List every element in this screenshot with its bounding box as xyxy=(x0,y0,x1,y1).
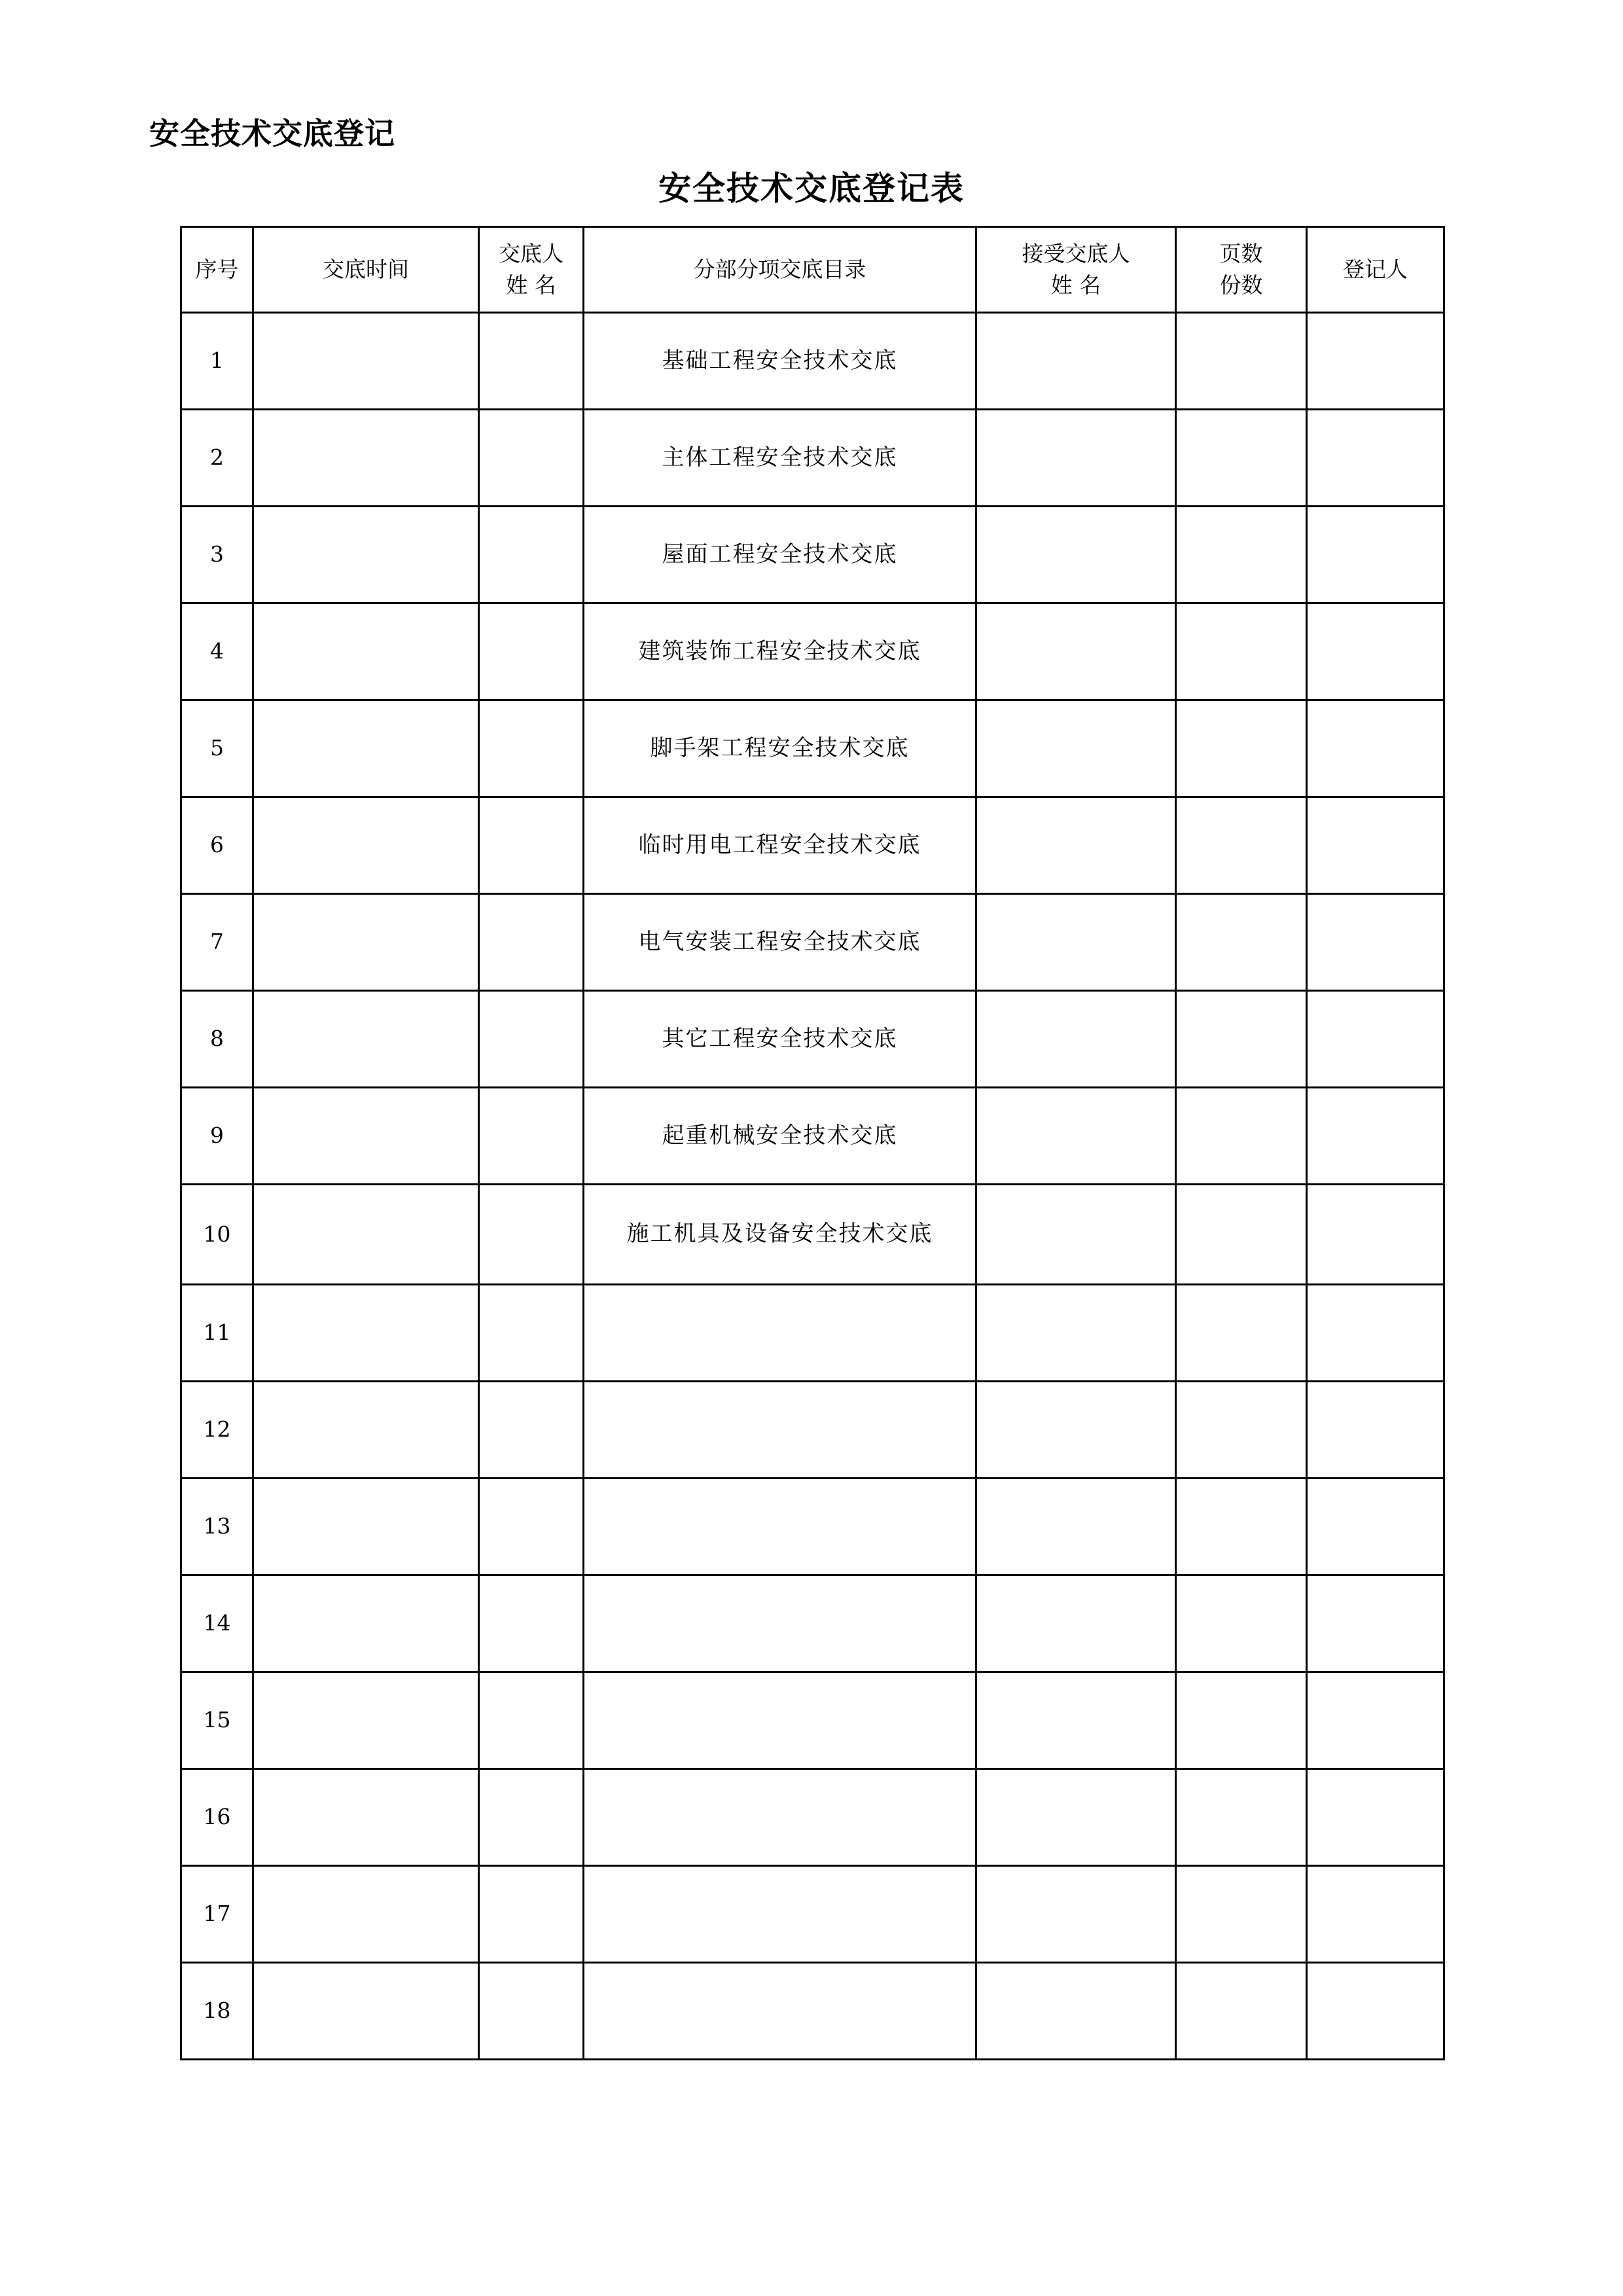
cell-no: 15 xyxy=(181,1672,253,1769)
cell-pages[interactable] xyxy=(1176,1088,1307,1185)
cell-pages[interactable] xyxy=(1176,603,1307,700)
safety-disclosure-register-table xyxy=(180,226,1445,2060)
table-row xyxy=(181,1382,1444,1479)
column-header-registrar: 登记人 xyxy=(1307,227,1444,313)
cell-person[interactable] xyxy=(479,1382,584,1479)
cell-category[interactable] xyxy=(584,1672,976,1769)
cell-category[interactable]: 电气安装工程安全技术交底 xyxy=(584,894,976,991)
document-heading: 安全技术交底登记 xyxy=(149,116,395,151)
table-row xyxy=(181,1672,1444,1769)
table-row xyxy=(181,894,1444,991)
cell-time[interactable] xyxy=(253,313,479,410)
cell-pages[interactable] xyxy=(1176,1285,1307,1382)
cell-person[interactable] xyxy=(479,603,584,700)
cell-person[interactable] xyxy=(479,1575,584,1672)
cell-category[interactable] xyxy=(584,1575,976,1672)
table-body xyxy=(181,313,1444,2060)
cell-category[interactable]: 其它工程安全技术交底 xyxy=(584,991,976,1088)
cell-person[interactable] xyxy=(479,1866,584,1963)
cell-person[interactable] xyxy=(479,410,584,507)
cell-time[interactable] xyxy=(253,410,479,507)
table-row xyxy=(181,1285,1444,1382)
cell-person[interactable] xyxy=(479,1769,584,1866)
column-header-pages-line2: 份数 xyxy=(1219,272,1263,298)
register-table-wrapper xyxy=(180,226,1443,2060)
cell-no: 16 xyxy=(181,1769,253,1866)
cell-no: 1 xyxy=(181,313,253,410)
table-row xyxy=(181,1088,1444,1185)
cell-category[interactable]: 施工机具及设备安全技术交底 xyxy=(584,1185,976,1285)
column-header-time: 交底时间 xyxy=(253,227,479,313)
cell-pages[interactable] xyxy=(1176,1382,1307,1479)
cell-person[interactable] xyxy=(479,1479,584,1575)
cell-pages[interactable] xyxy=(1176,1963,1307,2060)
cell-no: 2 xyxy=(181,410,253,507)
cell-category[interactable]: 脚手架工程安全技术交底 xyxy=(584,700,976,797)
cell-no: 5 xyxy=(181,700,253,797)
cell-registrar[interactable] xyxy=(1307,603,1444,700)
cell-category[interactable] xyxy=(584,1285,976,1382)
cell-time[interactable] xyxy=(253,1088,479,1185)
cell-receiver[interactable] xyxy=(976,313,1176,410)
cell-no: 18 xyxy=(181,1963,253,2060)
column-header-no: 序号 xyxy=(181,227,253,313)
table-row xyxy=(181,507,1444,603)
cell-time[interactable] xyxy=(253,603,479,700)
table-row xyxy=(181,1479,1444,1575)
cell-category[interactable] xyxy=(584,1479,976,1575)
cell-registrar[interactable] xyxy=(1307,894,1444,991)
table-row xyxy=(181,700,1444,797)
cell-registrar[interactable] xyxy=(1307,1185,1444,1285)
column-header-person-line2: 姓 名 xyxy=(506,272,556,298)
table-row xyxy=(181,603,1444,700)
cell-time[interactable] xyxy=(253,1285,479,1382)
cell-receiver[interactable] xyxy=(976,700,1176,797)
cell-no: 3 xyxy=(181,507,253,603)
cell-no: 9 xyxy=(181,1088,253,1185)
table-row xyxy=(181,797,1444,894)
cell-person[interactable] xyxy=(479,1088,584,1185)
cell-time[interactable] xyxy=(253,507,479,603)
cell-no: 8 xyxy=(181,991,253,1088)
cell-time[interactable] xyxy=(253,1963,479,2060)
table-row xyxy=(181,410,1444,507)
cell-pages[interactable] xyxy=(1176,1672,1307,1769)
table-row xyxy=(181,1769,1444,1866)
cell-person[interactable] xyxy=(479,1963,584,2060)
cell-time[interactable] xyxy=(253,1866,479,1963)
cell-time[interactable] xyxy=(253,1479,479,1575)
column-header-receiver-line1: 接受交底人 xyxy=(1022,241,1130,267)
table-row xyxy=(181,1963,1444,2060)
cell-registrar[interactable] xyxy=(1307,1382,1444,1479)
column-header-receiver-line2: 姓 名 xyxy=(1050,272,1101,298)
cell-category[interactable]: 建筑装饰工程安全技术交底 xyxy=(584,603,976,700)
cell-category[interactable]: 主体工程安全技术交底 xyxy=(584,410,976,507)
cell-registrar[interactable] xyxy=(1307,410,1444,507)
cell-person[interactable] xyxy=(479,1285,584,1382)
cell-receiver[interactable] xyxy=(976,1963,1176,2060)
table-header-row xyxy=(181,227,1444,313)
page-title: 安全技术交底登记表 xyxy=(658,169,965,207)
column-header-person xyxy=(479,227,584,313)
cell-time[interactable] xyxy=(253,797,479,894)
cell-receiver[interactable] xyxy=(976,1575,1176,1672)
cell-no: 6 xyxy=(181,797,253,894)
table-row xyxy=(181,313,1444,410)
table-row xyxy=(181,1866,1444,1963)
cell-pages[interactable] xyxy=(1176,700,1307,797)
cell-registrar[interactable] xyxy=(1307,1963,1444,2060)
cell-person[interactable] xyxy=(479,797,584,894)
cell-time[interactable] xyxy=(253,1185,479,1285)
cell-pages[interactable] xyxy=(1176,894,1307,991)
cell-category[interactable] xyxy=(584,1963,976,2060)
cell-receiver[interactable] xyxy=(976,1382,1176,1479)
cell-pages[interactable] xyxy=(1176,313,1307,410)
cell-category[interactable] xyxy=(584,1769,976,1866)
cell-receiver[interactable] xyxy=(976,1866,1176,1963)
cell-receiver[interactable] xyxy=(976,507,1176,603)
cell-receiver[interactable] xyxy=(976,797,1176,894)
cell-no: 13 xyxy=(181,1479,253,1575)
cell-person[interactable] xyxy=(479,894,584,991)
cell-person[interactable] xyxy=(479,1672,584,1769)
cell-pages[interactable] xyxy=(1176,1575,1307,1672)
cell-category[interactable]: 临时用电工程安全技术交底 xyxy=(584,797,976,894)
cell-receiver[interactable] xyxy=(976,410,1176,507)
cell-time[interactable] xyxy=(253,1769,479,1866)
cell-pages[interactable] xyxy=(1176,797,1307,894)
cell-registrar[interactable] xyxy=(1307,1672,1444,1769)
cell-time[interactable] xyxy=(253,1672,479,1769)
cell-registrar[interactable] xyxy=(1307,1866,1444,1963)
cell-no: 10 xyxy=(181,1185,253,1285)
cell-registrar[interactable] xyxy=(1307,1575,1444,1672)
cell-pages[interactable] xyxy=(1176,991,1307,1088)
cell-pages[interactable] xyxy=(1176,1479,1307,1575)
cell-no: 14 xyxy=(181,1575,253,1672)
cell-pages[interactable] xyxy=(1176,1769,1307,1866)
cell-time[interactable] xyxy=(253,1575,479,1672)
cell-receiver[interactable] xyxy=(976,1479,1176,1575)
cell-receiver[interactable] xyxy=(976,1769,1176,1866)
cell-category[interactable] xyxy=(584,1866,976,1963)
cell-no: 11 xyxy=(181,1285,253,1382)
cell-category[interactable]: 屋面工程安全技术交底 xyxy=(584,507,976,603)
cell-registrar[interactable] xyxy=(1307,1088,1444,1185)
column-header-pages xyxy=(1176,227,1307,313)
table-header xyxy=(181,227,1444,313)
cell-receiver[interactable] xyxy=(976,894,1176,991)
column-header-receiver xyxy=(976,227,1176,313)
cell-category[interactable]: 起重机械安全技术交底 xyxy=(584,1088,976,1185)
cell-person[interactable] xyxy=(479,507,584,603)
cell-receiver[interactable] xyxy=(976,1285,1176,1382)
cell-receiver[interactable] xyxy=(976,1185,1176,1285)
cell-category[interactable]: 基础工程安全技术交底 xyxy=(584,313,976,410)
cell-receiver[interactable] xyxy=(976,1672,1176,1769)
cell-pages[interactable] xyxy=(1176,1866,1307,1963)
cell-time[interactable] xyxy=(253,1382,479,1479)
cell-pages[interactable] xyxy=(1176,1185,1307,1285)
cell-person[interactable] xyxy=(479,313,584,410)
column-header-category: 分部分项交底目录 xyxy=(584,227,976,313)
cell-time[interactable] xyxy=(253,894,479,991)
cell-category[interactable] xyxy=(584,1382,976,1479)
cell-pages[interactable] xyxy=(1176,410,1307,507)
cell-no: 12 xyxy=(181,1382,253,1479)
cell-registrar[interactable] xyxy=(1307,507,1444,603)
cell-receiver[interactable] xyxy=(976,1088,1176,1185)
cell-receiver[interactable] xyxy=(976,603,1176,700)
cell-registrar[interactable] xyxy=(1307,1479,1444,1575)
cell-person[interactable] xyxy=(479,1185,584,1285)
cell-registrar[interactable] xyxy=(1307,313,1444,410)
cell-registrar[interactable] xyxy=(1307,1769,1444,1866)
cell-registrar[interactable] xyxy=(1307,991,1444,1088)
table-row xyxy=(181,991,1444,1088)
cell-time[interactable] xyxy=(253,991,479,1088)
cell-no: 4 xyxy=(181,603,253,700)
cell-time[interactable] xyxy=(253,700,479,797)
column-header-pages-line1: 页数 xyxy=(1219,241,1263,267)
cell-no: 7 xyxy=(181,894,253,991)
column-header-person-line1: 交底人 xyxy=(499,241,563,267)
cell-no: 17 xyxy=(181,1866,253,1963)
table-row xyxy=(181,1185,1444,1285)
cell-registrar[interactable] xyxy=(1307,797,1444,894)
cell-receiver[interactable] xyxy=(976,991,1176,1088)
cell-person[interactable] xyxy=(479,991,584,1088)
table-row xyxy=(181,1575,1444,1672)
cell-person[interactable] xyxy=(479,700,584,797)
cell-registrar[interactable] xyxy=(1307,700,1444,797)
cell-registrar[interactable] xyxy=(1307,1285,1444,1382)
cell-pages[interactable] xyxy=(1176,507,1307,603)
